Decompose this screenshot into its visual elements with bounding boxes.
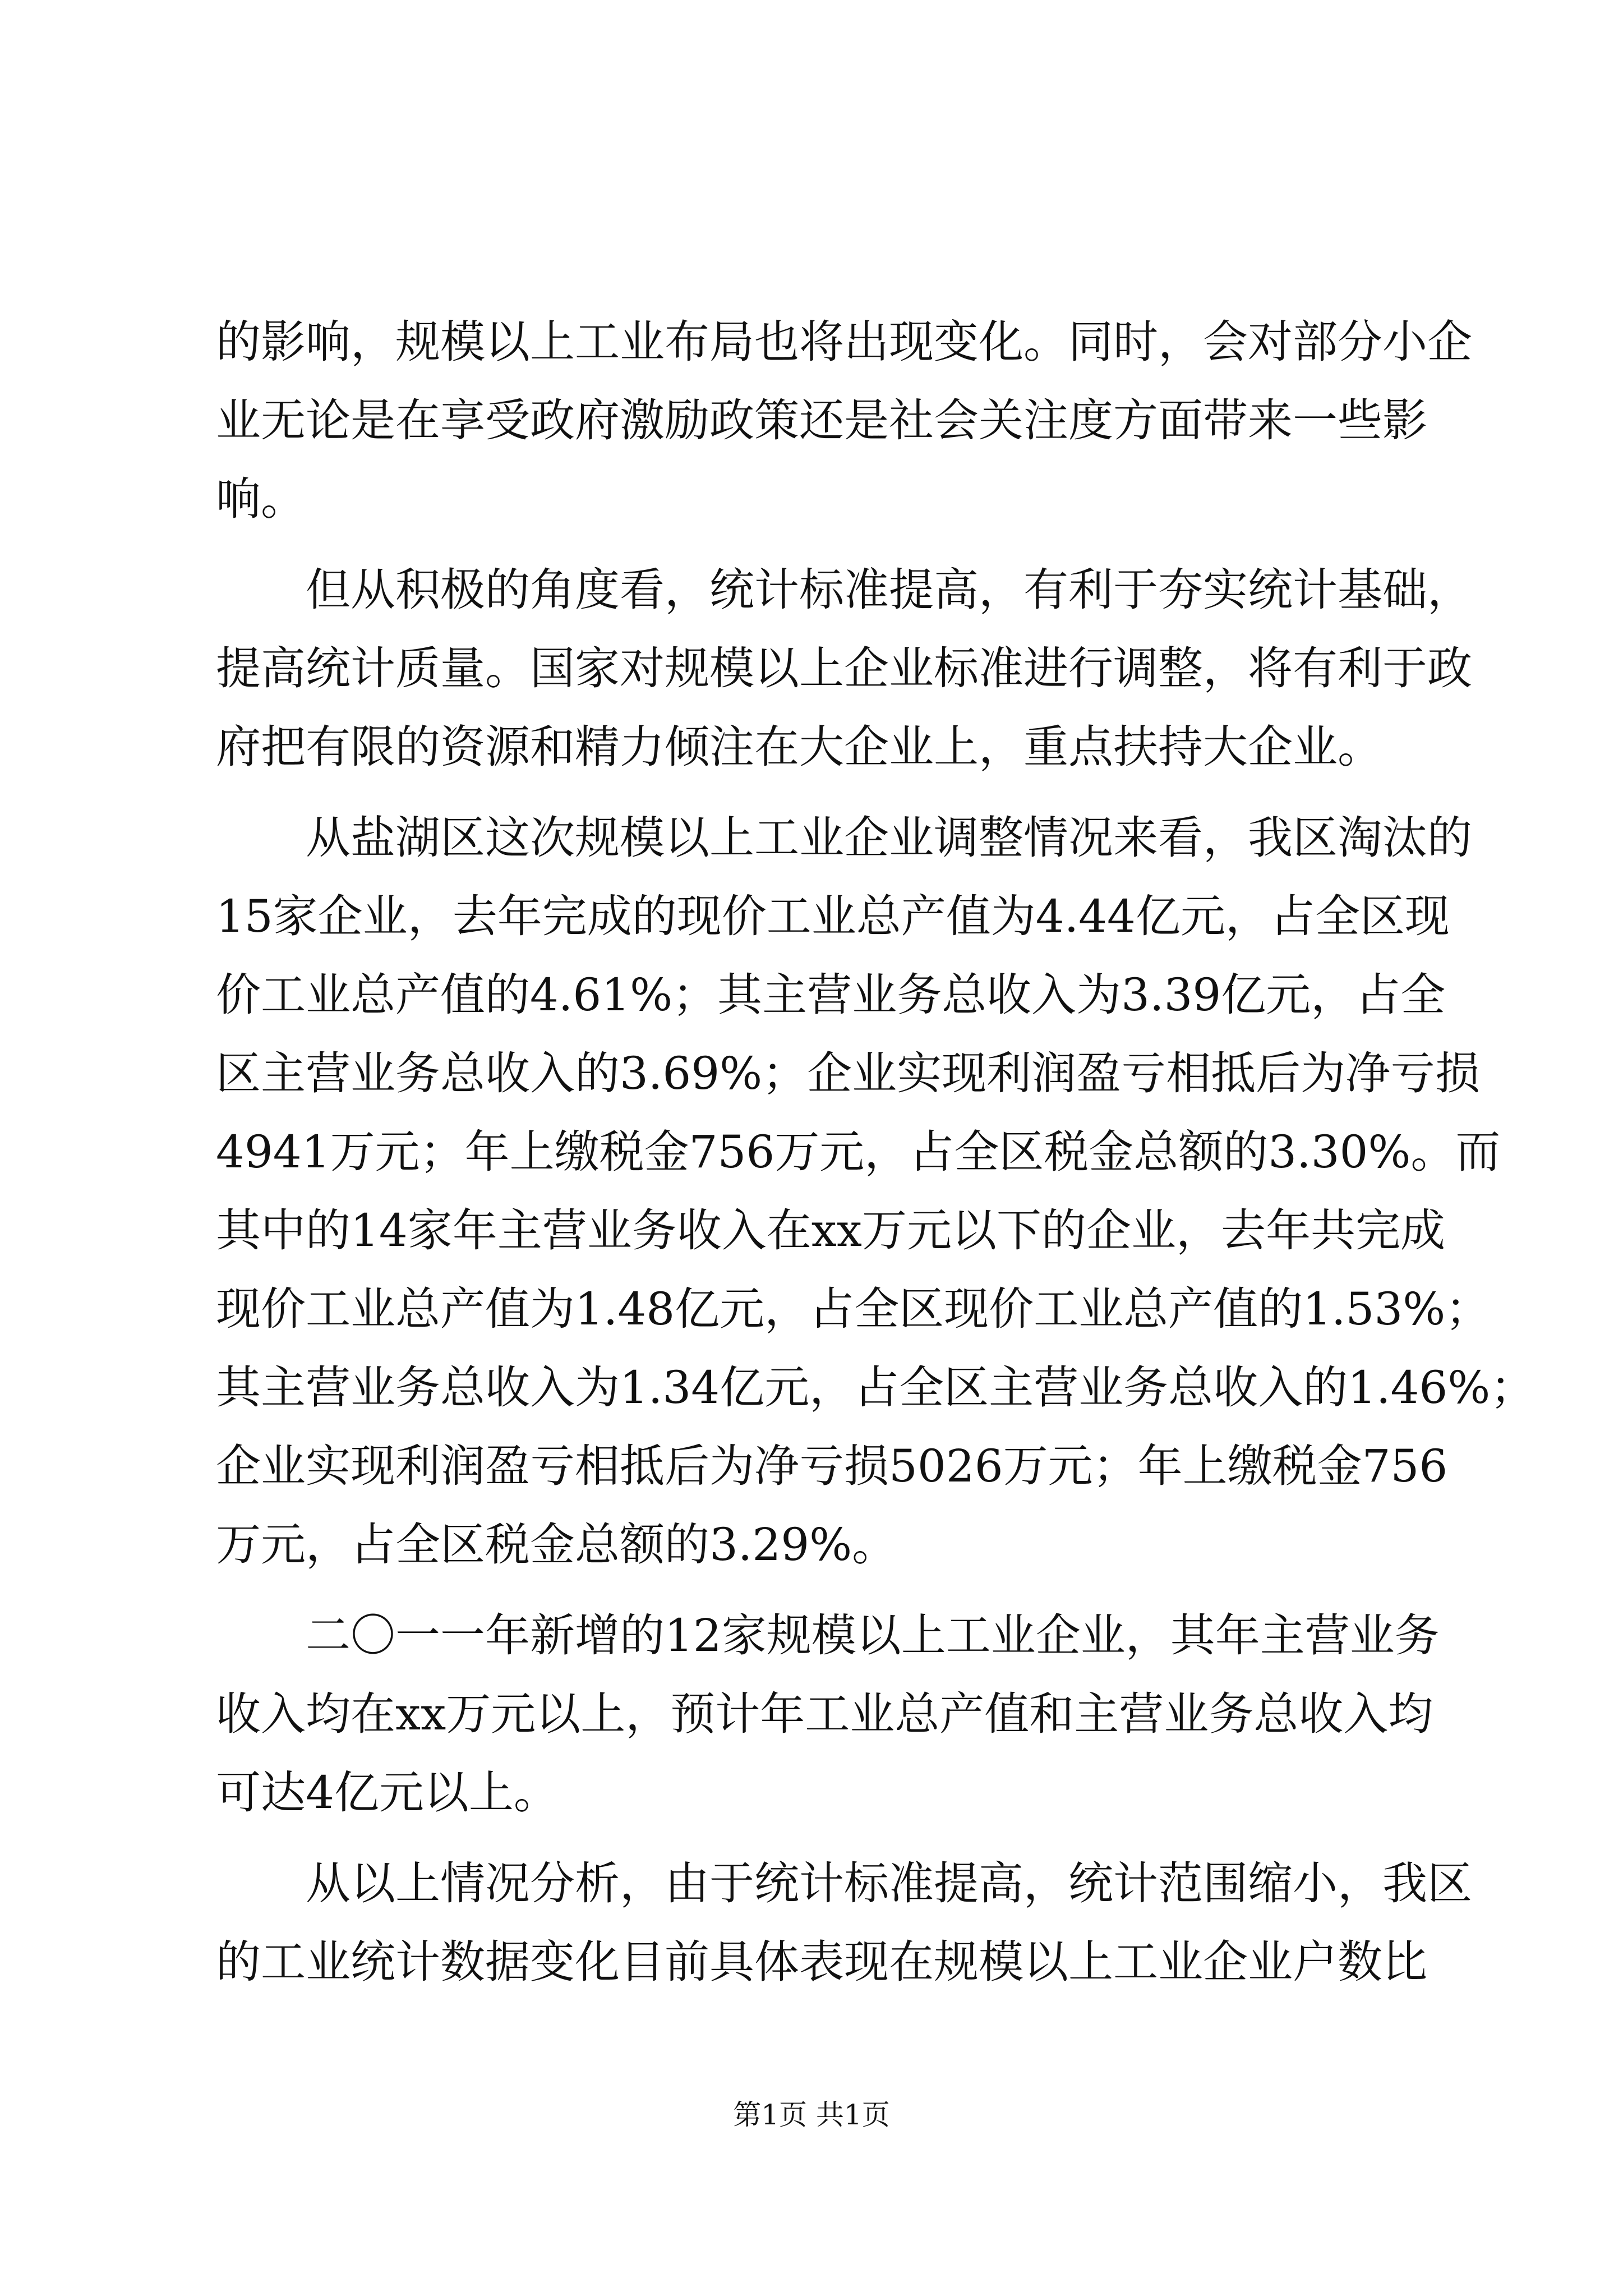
text-line: 其主营业务总收入为1.34亿元，占全区主营业务总收入的1.46%； xyxy=(216,1361,1536,1414)
paragraph xyxy=(216,1596,1440,1832)
text-line: 业无论是在享受政府激励政策还是社会关注度方面带来一些影 xyxy=(216,394,1427,447)
text-line: 响。 xyxy=(216,473,306,525)
text-line: 从盐湖区这次规模以上工业企业调整情况来看，我区淘汰的 xyxy=(306,812,1472,864)
text-line: 的工业统计数据变化目前具体表现在规模以上工业企业户数比 xyxy=(216,1936,1427,1988)
text-line: 但从积极的角度看，统计标准提高，有利于夯实统计基础， xyxy=(306,564,1472,616)
page-number-footer: 第1页 共1页 xyxy=(733,2099,890,2131)
text-line: 可达4亿元以上。 xyxy=(216,1766,559,1819)
text-line: 收入均在xx万元以上，预计年工业总产值和主营业务总收入均 xyxy=(216,1688,1433,1740)
paragraph xyxy=(216,551,1472,786)
text-line: 府把有限的资源和精力倾注在大企业上，重点扶持大企业。 xyxy=(216,721,1382,773)
text-line: 提高统计质量。国家对规模以上企业标准进行调整，将有利于政 xyxy=(216,642,1472,694)
body-text xyxy=(216,303,1536,2001)
text-line: 其中的14家年主营业务收入在xx万元以下的企业，去年共完成 xyxy=(216,1204,1446,1257)
text-line: 万元，占全区税金总额的3.29%。 xyxy=(216,1519,897,1571)
text-line: 区主营业务总收入的3.69%；企业实现利润盈亏相抵后为净亏损 xyxy=(216,1047,1481,1099)
paragraph xyxy=(216,1844,1472,2001)
paragraph xyxy=(216,303,1472,539)
text-line: 价工业总产值的4.61%；其主营业务总收入为3.39亿元，占全 xyxy=(216,969,1446,1021)
text-line: 从以上情况分析，由于统计标准提高，统计范围缩小，我区 xyxy=(306,1857,1472,1910)
text-line: 二〇一一年新增的12家规模以上工业企业，其年主营业务 xyxy=(306,1609,1440,1662)
paragraph xyxy=(216,799,1536,1584)
text-line: 现价工业总产值为1.48亿元，占全区现价工业总产值的1.53%； xyxy=(216,1283,1491,1335)
text-line: 15家企业，去年完成的现价工业总产值为4.44亿元，占全区现 xyxy=(216,890,1450,942)
text-line: 的影响，规模以上工业布局也将出现变化。同时，会对部分小企 xyxy=(216,316,1472,368)
text-line: 4941万元；年上缴税金756万元，占全区税金总额的3.30%。而 xyxy=(216,1126,1501,1178)
text-line: 企业实现利润盈亏相抵后为净亏损5026万元；年上缴税金756 xyxy=(216,1440,1448,1492)
